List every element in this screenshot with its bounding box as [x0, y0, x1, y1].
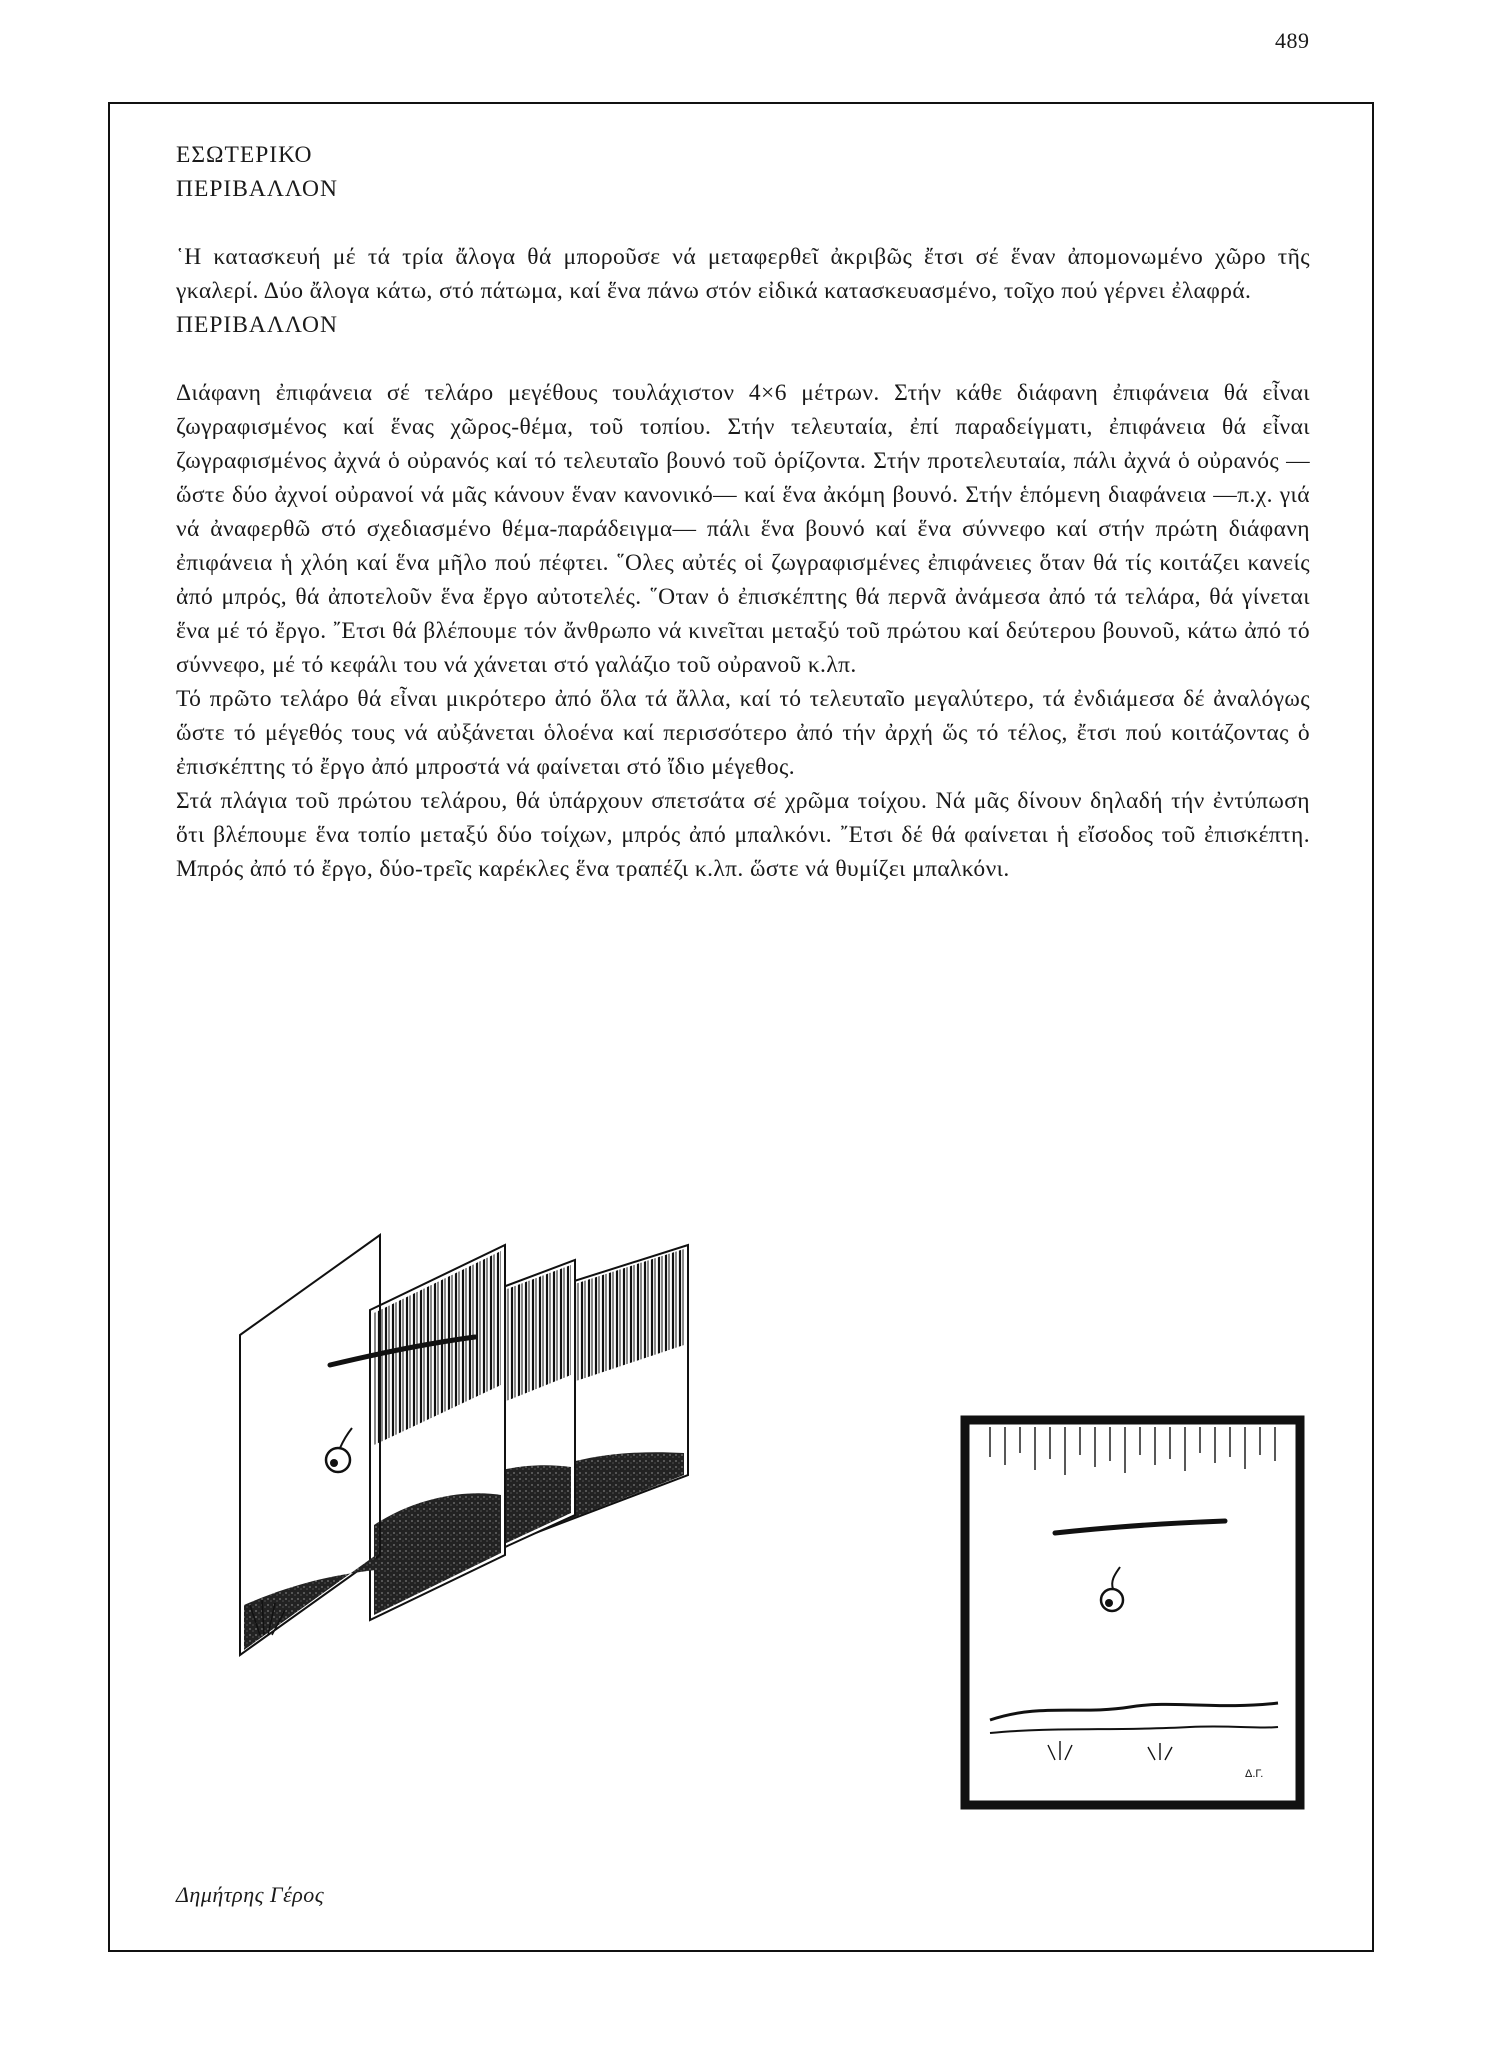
page-number: 489 — [1275, 28, 1310, 53]
falling-apple — [326, 1428, 352, 1472]
heading-line-1: ΕΣΩΤΕΡΙΚΟ — [176, 142, 313, 168]
spacer — [176, 342, 1310, 376]
spacer — [176, 206, 1310, 240]
author-name: Δημήτρης Γέρος — [176, 1882, 325, 1907]
frontal-view-illustration — [960, 1415, 1310, 1815]
paragraph-frames: Τό πρῶτο τελάρο θά εἶναι μικρότερο ἀπό ὅλα τά ἄλλα, καί τό τελευταῖο μεγαλύτερο, τά ἐνδιάμεσα δέ ἀναλόγως ὥστε τό μέγεθός τους νά αὐξάνεται ὁλοένα καί περισσότερο ἀπό τήν ἀρχή ὥς τό τέλος, ἔτσι πού κοιτάζοντας ὁ ἐπισκέπτης τό ἔργο ἀπό μπροστά νά φαίνεται στό ἴδιο μέγεθος. — [176, 686, 1310, 780]
article-text — [176, 138, 1310, 886]
paragraph-intro: ῾Η κατασκευή μέ τά τρία ἄλογα θά μποροῦσε νά μεταφερθεῖ ἀκριβῶς ἔτσι σέ ἕναν ἀπομονωμένο χῶρο τῆς γκαλερί. Δύο ἄλογα κάτω, στό πάτωμα, καί ἕνα πάνω στόν εἰδικά κατασκευασμένο, τοῖχο πού γέρνει ἐλαφρά. — [176, 244, 1310, 304]
paragraph-sides: Στά πλάγια τοῦ πρώτου τελάρου, θά ὑπάρχουν σπετσάτα σέ χρῶμα τοίχου. Νά μᾶς δίνουν δηλαδή τήν ἐντύπωση ὅτι βλέπουμε ἕνα τοπίο μεταξύ δύο τοίχων, μπρός ἀπό μπαλκόνι. ῎Ετσι δέ θά φαίνεται ἡ εἴσοδος τοῦ ἐπισκέπτη. Μπρός ἀπό τό ἔργο, δύο-τρεῖς καρέκλες ἕνα τραπέζι κ.λπ. ὥστε νά θυμίζει μπαλκόνι. — [176, 788, 1310, 882]
sketch-initials: Δ.Γ. — [1245, 1768, 1264, 1780]
heading-line-2: ΠΕΡΙΒΑΛΛΟΝ — [176, 176, 338, 202]
layered-frames-illustration — [230, 1225, 730, 1665]
paragraph-main: Διάφανη ἐπιφάνεια σέ τελάρο μεγέθους τουλάχιστον 4×6 μέτρων. Στήν κάθε διάφανη ἐπιφάνεια θά εἶναι ζωγραφισμένος καί ἕνας χῶρος-θέμα, τοῦ τοπίου. Στήν τελευταία, ἐπί παραδείγματι, ἐπιφάνεια θά εἶναι ζωγραφισμένος ἀχνά ὁ οὐρανός καί τό τελευταῖο βουνό τοῦ ὁρίζοντα. Στήν προτελευταία, πάλι ἀχνά ὁ οὐρανός —ὥστε δύο ἀχνοί οὐρανοί νά μᾶς κάνουν ἕναν κανονικό— καί ἕνα ἀκόμη βουνό. Στήν ἑπόμενη διαφάνεια —π.χ. γιά νά ἀναφερθῶ στό σχεδιασμένο θέμα-παράδειγμα— πάλι ἕνα βουνό καί ἕνα σύννεφο καί στήν πρώτη διάφανη ἐπιφάνεια ἡ χλόη καί ἕνα μῆλο πού πέφτει. ῞Ολες αὐτές οἱ ζωγραφισμένες ἐπιφάνειες ὅταν θά τίς κοιτάζει κανείς ἀπό μπρός, θά ἀποτελοῦν ἕνα ἔργο αὐτοτελές. ῞Οταν ὁ ἐπισκέπτης θά περνᾶ ἀνάμεσα ἀπό τά τελάρα, θά γίνεται ἕνα μέ τό ἔργο. ῎Ετσι θά βλέπουμε τόν ἄνθρωπο νά κινεῖται μεταξύ τοῦ πρώτου καί δεύτερου βουνοῦ, κάτω ἀπό τό σύννεφο, μέ τό κεφάλι του νά χάνεται στό γαλάζιο τοῦ οὐρανοῦ κ.λπ. — [176, 380, 1310, 678]
subheading: ΠΕΡΙΒΑΛΛΟΝ — [176, 312, 338, 338]
frame-2 — [330, 1245, 505, 1620]
frame-1 — [240, 1235, 380, 1655]
